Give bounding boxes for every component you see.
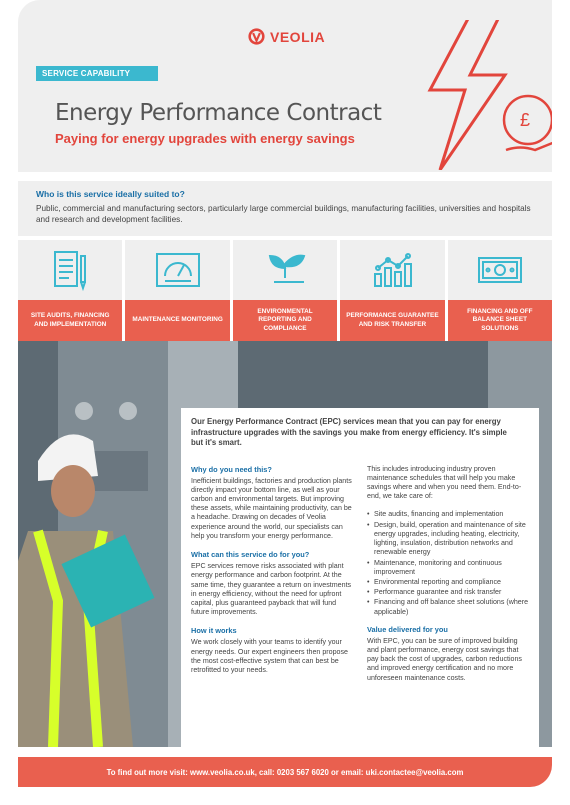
banknote-icon bbox=[475, 248, 525, 292]
left-column bbox=[191, 465, 353, 692]
suited-question: Who is this service ideally suited to? bbox=[36, 189, 185, 199]
services-strip bbox=[18, 240, 552, 341]
why-heading: Why do you need this? bbox=[191, 464, 272, 474]
list-item: • Maintenance, monitoring and continuous improvement bbox=[367, 559, 529, 577]
service-label: SITE AUDITS, FINANCING AND IMPLEMENTATION bbox=[18, 300, 122, 341]
what-text: EPC services remove risks associated with plant energy performance and carbon footprint. At the same time, they guarantee a return on investments in energy efficiency, without the need for upfront capital, plus guaranteed payback that will fund future improvements. bbox=[191, 562, 352, 617]
contact-footer[interactable]: To find out more visit: www.veolia.co.uk, call: 0203 567 6020 or email: uki.contactee@veolia.com bbox=[18, 757, 552, 787]
care-list bbox=[367, 510, 529, 616]
how-text: We work closely with your teams to identify your energy needs. Our expert engineers then propose the most cost-effective system that can best be retrofitted to your needs. bbox=[191, 638, 348, 675]
list-item: • Performance guarantee and risk transfer bbox=[367, 588, 529, 597]
list-item: • Site audits, financing and implementation bbox=[367, 510, 529, 519]
why-text: Inefficient buildings, factories and production plants directly impact your bottom line, as well as your carbon and environmental targets. But improving these assets, while maintaining productivity, can be a headache. Drawing on decades of Veolia experience around the world, our specialists can help you transform your energy performance. bbox=[191, 476, 352, 540]
right-column bbox=[367, 465, 529, 692]
logo-text: VEOLIA bbox=[270, 28, 326, 45]
service-item bbox=[448, 240, 552, 341]
intro-text: Our Energy Performance Contract (EPC) services mean that you can pay for energy infrastructure upgrades with the savings you make from energy efficiency. It's simple but it's smart. bbox=[191, 417, 507, 448]
service-label: FINANCING AND OFF BALANCE SHEET SOLUTIONS bbox=[448, 300, 552, 341]
page-title: Energy Performance Contract bbox=[55, 100, 382, 126]
page-subtitle: Paying for energy upgrades with energy savings bbox=[55, 131, 355, 146]
list-item: • Financing and off balance sheet solutions (where applicable) bbox=[367, 598, 529, 616]
plant-plug-icon bbox=[260, 248, 310, 292]
gauge-monitor-icon bbox=[153, 248, 203, 292]
includes-text: This includes introducing industry proven maintenance schedules that will help you make savings where and when you need them. End-to-end, we take care of: bbox=[367, 464, 522, 501]
service-capability-tag: SERVICE CAPABILITY bbox=[36, 66, 158, 81]
service-item bbox=[125, 240, 229, 341]
bar-graph-icon bbox=[367, 248, 417, 292]
value-text: With EPC, you can be sure of improved building and plant performance, energy cost savings that pay back the cost of upgrades, carbon reductions and improved energy certification and no more unforeseen maintenance costs. bbox=[367, 636, 522, 682]
list-item: • Environmental reporting and compliance bbox=[367, 578, 529, 587]
how-heading: How it works bbox=[191, 626, 237, 636]
service-label: ENVIRONMENTAL REPORTING AND COMPLIANCE bbox=[233, 300, 337, 341]
veolia-logo bbox=[248, 28, 325, 45]
service-label: PERFORMANCE GUARANTEE AND RISK TRANSFER bbox=[340, 300, 444, 341]
header-panel bbox=[18, 0, 552, 172]
service-item bbox=[18, 240, 122, 341]
content-panel bbox=[181, 408, 539, 747]
what-heading: What can this service do for you? bbox=[191, 550, 310, 560]
veolia-logo-icon bbox=[248, 28, 265, 45]
svg-text:£: £ bbox=[520, 110, 531, 130]
service-item bbox=[233, 240, 337, 341]
divider bbox=[18, 747, 552, 757]
suited-to-section bbox=[18, 181, 552, 236]
value-heading: Value delivered for you bbox=[367, 624, 448, 634]
list-item: • Design, build, operation and maintenance of site energy upgrades, including heating, electricity, lighting, insulation, distribution networks and renewable energy bbox=[367, 521, 529, 558]
service-label: MAINTENANCE MONITORING bbox=[125, 300, 229, 341]
lightning-money-icon bbox=[410, 20, 552, 170]
suited-answer: Public, commercial and manufacturing sectors, particularly large commercial buildings, manufacturing facilities, universities and hospitals and research and development facilities. bbox=[36, 204, 531, 225]
service-item bbox=[340, 240, 444, 341]
document-pen-icon bbox=[45, 248, 95, 292]
